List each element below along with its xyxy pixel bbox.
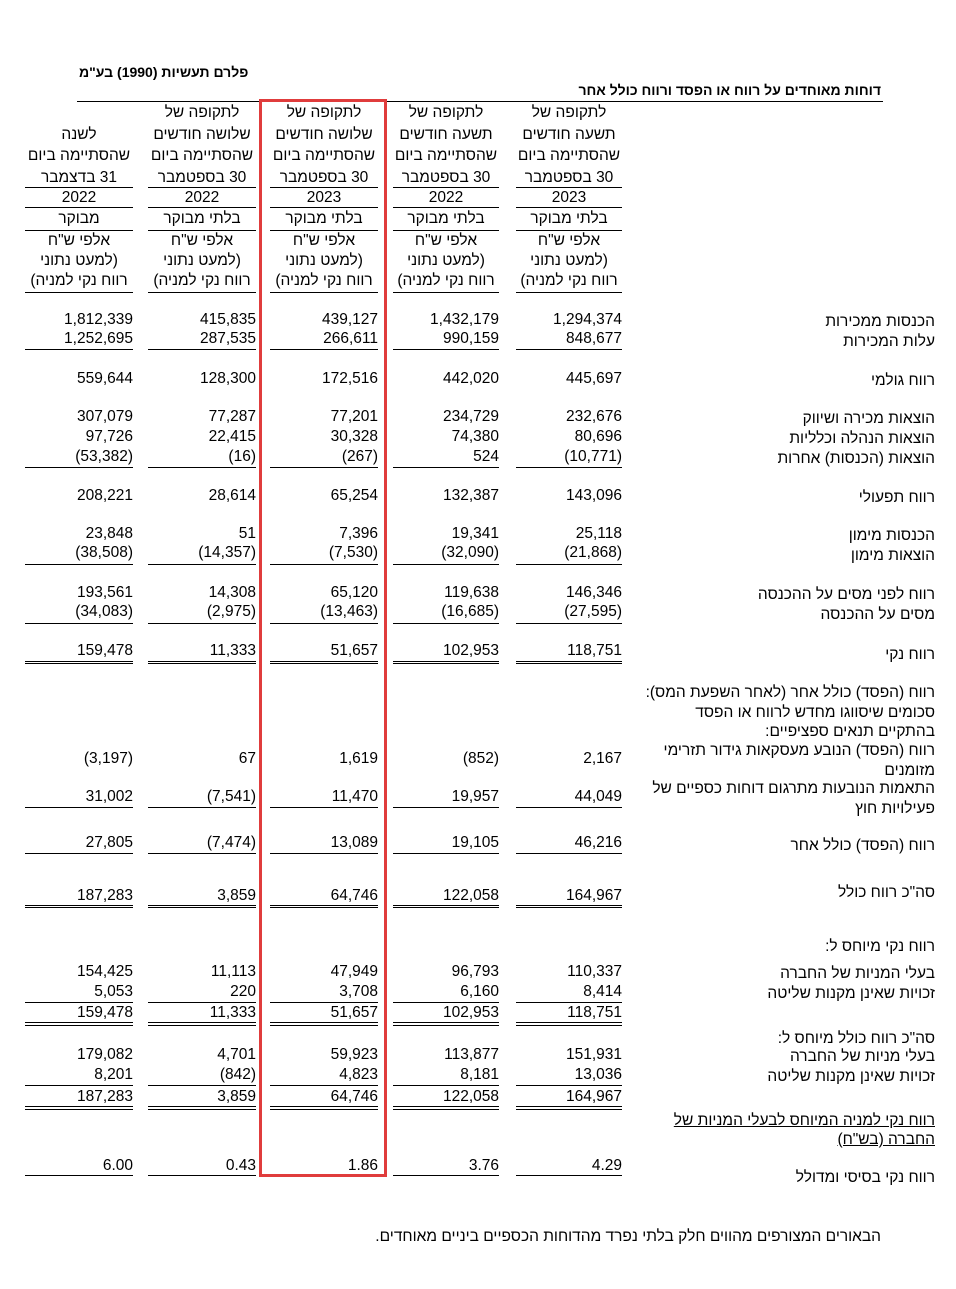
row-value: 234,729 [442,408,499,425]
row-value: 6.00 [102,1157,133,1174]
column-header-line: 31 בדצמבר [40,168,118,186]
row-value: 4,701 [217,1046,256,1063]
row-value: 3,859 [217,1088,256,1105]
row-value: 187,283 [76,887,133,904]
column-header-line: שהסתיימה ביום [272,147,376,164]
row-label: הוצאות הנהלה וכלליות [789,430,935,447]
underline [148,853,256,854]
row-value: 990,159 [442,330,499,347]
row-label: פעילויות חוץ [855,800,935,817]
statement-title: דוחות מאוחדים על רווח או הפסד ורווח כולל אחר [578,82,881,98]
column-header-line: תשעה חודשים [522,125,616,143]
row-value: 4,823 [339,1066,378,1083]
row-value: 11,333 [209,642,256,659]
row-value: 8,181 [460,1066,499,1083]
column-header-1 [516,102,622,292]
row-value: 1,252,695 [64,330,133,347]
underline [25,661,133,662]
column-unit [25,230,133,293]
column-unit-line: אלפי ש"ח [414,232,478,249]
underline [516,663,622,664]
column-header-line: שלושה חודשים [275,125,373,143]
column-audit-status: בלתי מבוקר [530,210,608,227]
row-value: 220 [230,983,256,1000]
double-underline [148,1022,256,1026]
underline [393,907,499,908]
column-header-2 [393,102,499,292]
column-year: 2023 [270,187,378,208]
row-value: 118,751 [567,1004,622,1021]
row-value: 11,333 [209,1004,256,1021]
underline [25,807,133,808]
row-value: 3,859 [217,887,256,904]
row-value: 1,432,179 [430,311,499,328]
row-value: 1,619 [339,750,378,767]
column-header-line: לתקופה של [408,104,484,121]
column-unit-line: (למעט נתוני [285,252,363,269]
row-value: 19,105 [451,834,499,851]
underline [148,1085,256,1086]
row-value: 266,611 [323,330,378,347]
row-value: 19,957 [451,788,499,805]
row-value: 110,337 [567,963,622,980]
underline [516,807,622,808]
row-value: (32,090) [441,544,499,561]
column-unit-line: אלפי ש"ח [537,232,601,249]
underline [148,623,256,624]
row-label: מסים על ההכנסה [820,606,935,623]
row-value: (21,868) [564,544,622,561]
row-value: (852) [462,750,499,767]
underline [393,853,499,854]
row-value: 164,967 [565,1088,622,1105]
row-label: רווח נקי בסיסי ומדולל [795,1169,935,1186]
column-unit-line: רווח נקי למניה) [520,272,618,289]
row-label: מזומנים [884,762,935,779]
row-value: 3.76 [468,1157,499,1174]
column-header-line: 30 בספטמבר [401,168,491,186]
row-value: 77,287 [208,408,256,425]
underline [393,905,499,906]
row-value: 151,931 [565,1046,622,1063]
double-underline [393,1022,499,1026]
row-label: רווח לפני מסים על ההכנסה [757,586,935,603]
row-value: 146,346 [565,584,622,601]
row-label: רווח (הפסד) כולל אחר (לאחר השפעת המס): [645,684,935,701]
row-value: 445,697 [565,370,622,387]
column-year: 2023 [516,187,622,208]
row-value: 119,638 [444,584,499,601]
row-value: 1,812,339 [64,311,133,328]
row-value: (7,530) [328,544,378,561]
row-label: זכויות שאינן מקנות שליטה [767,1068,935,1085]
column-header-line: לתקופה של [164,104,240,121]
row-value: 287,535 [199,330,256,347]
row-label: רווח נקי [885,646,935,663]
row-value: 122,058 [442,1088,499,1105]
row-value: 415,835 [199,311,256,328]
row-value: 159,478 [76,642,133,659]
column-unit-line: אלפי ש"ח [170,232,234,249]
column-header-line: לתקופה של [286,104,362,121]
row-value: 559,644 [76,370,133,387]
row-value: 143,096 [565,487,622,504]
underline [516,1175,622,1176]
underline [393,663,499,664]
row-value: 4.29 [591,1157,622,1174]
column-header-line: לתקופה של [531,104,607,121]
row-value: (7,541) [206,788,256,805]
row-value: 23,848 [85,525,133,542]
underline [393,467,499,468]
underline [516,661,622,662]
row-label: רווח נקי מיוחס ל: [825,938,935,955]
row-label: הוצאות מימון [850,547,935,564]
row-value: 113,877 [444,1046,499,1063]
row-value: (14,357) [198,544,256,561]
underline [25,467,133,468]
underline [148,663,256,664]
row-value: 27,805 [85,834,133,851]
row-label: רווח תפעולי [858,489,935,506]
column-unit-line: (למעט נתוני [163,252,241,269]
row-label: סכומים שיסווגו מחדש לרווח או הפסד [695,704,935,721]
row-value: 232,676 [565,408,622,425]
underline [148,1175,256,1176]
double-underline [393,1106,499,1110]
double-underline [25,1106,133,1110]
column-audit-status: בלתי מבוקר [163,210,241,227]
column-audit-status: בלתי מבוקר [285,210,363,227]
row-value: 64,746 [330,1088,378,1105]
column-unit [516,230,622,293]
row-value: 74,380 [451,428,499,445]
row-value: (16,685) [441,603,499,620]
row-value: 8,414 [583,983,622,1000]
underline [25,1002,133,1003]
row-value: (34,083) [75,603,133,620]
row-value: 59,923 [330,1046,378,1063]
column-header-line: שהסתיימה ביום [27,147,131,164]
column-header-line [25,102,133,124]
row-value: 25,118 [575,525,622,542]
row-value: (2,975) [206,603,256,620]
column-unit-line: (למעט נתוני [407,252,485,269]
underline [393,564,499,565]
company-name: פלרם תעשיות (1990) בע"מ [79,64,249,80]
row-value: 97,726 [85,428,133,445]
underline [516,564,622,565]
column-header-line: תשעה חודשים [399,125,493,143]
row-value: 172,516 [321,370,378,387]
underline [25,1175,133,1176]
row-value: 96,793 [451,963,499,980]
row-value: (13,463) [320,603,378,620]
row-value: 31,002 [85,788,133,805]
row-value: 3,708 [339,983,378,1000]
row-value: 164,967 [565,887,622,904]
column-year: 2022 [25,187,133,208]
column-header-line: שלושה חודשים [153,125,251,143]
row-value: 118,751 [567,642,622,659]
underline [148,467,256,468]
row-value: 128,300 [199,370,256,387]
row-value: 51 [238,525,256,542]
row-value: 44,049 [574,788,622,805]
row-value: 208,221 [76,487,133,504]
row-value: 159,478 [76,1004,133,1021]
column-header-line: שהסתיימה ביום [517,147,621,164]
row-value: 442,020 [442,370,499,387]
row-value: 1,294,374 [553,311,622,328]
row-value: 5,053 [94,983,133,1000]
row-value: 51,657 [330,642,378,659]
row-value: (27,595) [564,603,622,620]
row-value: 11,113 [210,963,256,980]
double-underline [25,1022,133,1026]
column-unit-line: רווח נקי למניה) [30,272,128,289]
row-value: 6,160 [460,983,499,1000]
underline [148,807,256,808]
column-unit [148,230,256,293]
underline [393,807,499,808]
underline [393,349,499,350]
column-header-5 [25,102,133,292]
underline [516,467,622,468]
row-value: 439,127 [321,311,378,328]
row-value: (3,197) [83,750,133,767]
row-value: 22,415 [208,428,256,445]
row-value: (842) [219,1066,256,1083]
underline [393,1085,499,1086]
row-value: 11,470 [331,788,378,805]
row-value: 77,201 [330,408,378,425]
row-value: 179,082 [76,1046,133,1063]
row-value: 8,201 [94,1066,133,1083]
underline [25,905,133,906]
underline [148,905,256,906]
column-header-line: 30 בספטמבר [157,168,247,186]
row-label: הוצאות (הכנסות) אחרות [777,450,935,467]
column-audit-status: בלתי מבוקר [407,210,485,227]
column-unit [393,230,499,293]
column-unit-line: אלפי ש"ח [47,232,111,249]
underline [25,907,133,908]
column-unit-line: (למעט נתוני [530,252,608,269]
column-year: 2022 [148,187,256,208]
underline [25,349,133,350]
underline [516,853,622,854]
row-value: 193,561 [76,584,133,601]
row-value: 67 [238,750,256,767]
row-value: 51,657 [330,1004,378,1021]
underline [393,623,499,624]
column-header-line: שהסתיימה ביום [394,147,498,164]
column-header-line: 30 בספטמבר [524,168,614,186]
double-underline [516,1106,622,1110]
underline [393,661,499,662]
row-label: בעלי מניות של החברה [789,1048,935,1065]
underline [148,564,256,565]
underline [25,623,133,624]
row-label: בהתקיים תנאים ספציפיים: [765,723,935,740]
column-unit-line: רווח נקי למניה) [275,272,373,289]
row-value: 13,036 [574,1066,622,1083]
row-value: 64,746 [330,887,378,904]
row-label: רווח (הפסד) הנובע מעסקאות גידור תזרימי [663,742,935,759]
row-label: הכנסות ממכירות [825,313,935,330]
underline [516,1085,622,1086]
row-label: החברה (בש"ח) [837,1131,935,1148]
row-value: 154,425 [76,963,133,980]
row-value: 132,387 [442,487,499,504]
column-unit-line: רווח נקי למניה) [153,272,251,289]
double-underline [516,1022,622,1026]
highlight-box [259,99,387,1177]
row-value: 28,614 [208,487,256,504]
row-label: רווח (הפסד) כולל אחר [790,837,935,854]
row-value: 102,953 [442,1004,499,1021]
underline [148,661,256,662]
column-header-4 [148,102,256,292]
underline [516,905,622,906]
row-value: (10,771) [564,448,622,465]
row-label: הכנסות מימון [848,527,935,544]
row-label: רווח גולמי [871,372,935,389]
row-value: (38,508) [75,544,133,561]
row-value: 46,216 [574,834,622,851]
column-unit-line: אלפי ש"ח [292,232,356,249]
row-value: 122,058 [442,887,499,904]
underline [25,1085,133,1086]
row-value: 65,254 [330,487,378,504]
row-label: עלות המכירות [843,333,935,350]
row-value: (267) [341,448,378,465]
column-unit-line: (למעט נתוני [40,252,118,269]
row-value: 14,308 [208,584,256,601]
row-value: 30,328 [330,428,378,445]
column-audit-status: מבוקר [58,210,100,227]
row-label: בעלי המניות של החברה [780,965,935,982]
row-value: 65,120 [330,584,378,601]
underline [393,1002,499,1003]
row-value: 848,677 [565,330,622,347]
row-label: סה"כ רווח כולל מיוחס ל: [777,1030,935,1047]
row-value: (16) [228,448,256,465]
underline [25,564,133,565]
double-underline [148,1106,256,1110]
row-label: רווח נקי למניה המיוחס לבעלי המניות של [673,1112,935,1129]
row-value: 80,696 [574,428,622,445]
underline [25,853,133,854]
column-unit-line: רווח נקי למניה) [397,272,495,289]
underline [148,1002,256,1003]
row-value: (7,474) [206,834,256,851]
row-value: 7,396 [339,525,378,542]
underline [516,349,622,350]
column-header-line: לשנה [61,125,97,143]
column-year: 2022 [393,187,499,208]
row-value: 13,089 [330,834,378,851]
underline [148,907,256,908]
underline [516,907,622,908]
row-label: זכויות שאינן מקנות שליטה [767,985,935,1002]
row-value: 1.86 [347,1157,378,1174]
row-value: 102,953 [442,642,499,659]
row-label: סה"כ רווח כולל [837,884,935,901]
column-header-line: 30 בספטמבר [279,168,369,186]
row-value: 187,283 [76,1088,133,1105]
underline [393,1175,499,1176]
underline [25,663,133,664]
row-value: 524 [473,448,499,465]
row-value: 19,341 [451,525,499,542]
row-value: 2,167 [583,750,622,767]
column-header-line: שהסתיימה ביום [150,147,254,164]
row-value: 47,949 [330,963,378,980]
row-label: הוצאות מכירה ושיווק [802,410,935,427]
underline [516,1002,622,1003]
row-value: 307,079 [76,408,133,425]
footer-note: הבאורים המצורפים מהווים חלק בלתי נפרד מהדוחות הכספיים ביניים מאוחדים. [375,1228,881,1245]
underline [148,349,256,350]
row-value: 0.43 [225,1157,256,1174]
row-value: (53,382) [75,448,133,465]
row-label: התאמות הנובעות מתרגום דוחות כספיים של [652,780,935,797]
underline [516,623,622,624]
